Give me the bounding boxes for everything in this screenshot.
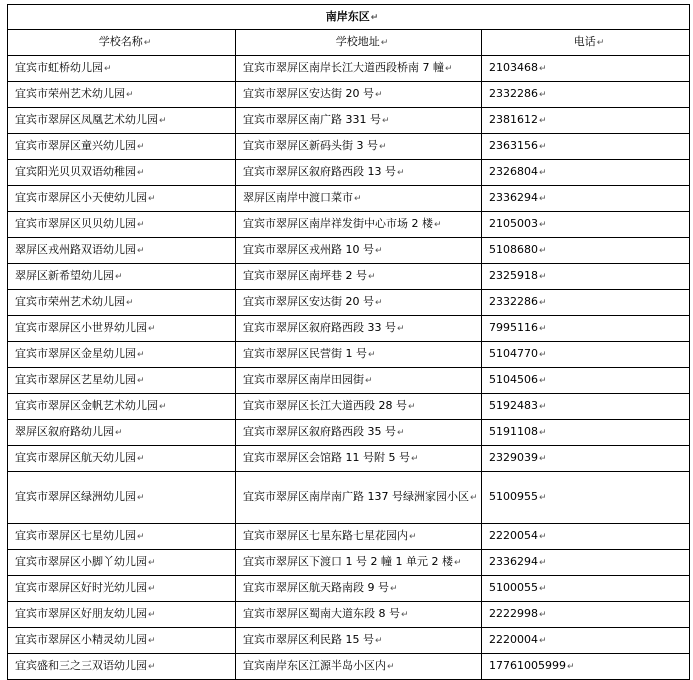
phone-cell [482, 472, 690, 524]
header-row [8, 30, 690, 56]
school-name: 翠屏区叙府路幼儿园 [15, 425, 114, 438]
paragraph-mark: ↵ [137, 493, 145, 503]
paragraph-mark: ↵ [148, 584, 156, 594]
paragraph-mark: ↵ [104, 64, 112, 74]
school-address: 宜宾市翠屏区新码头街 3 号 [243, 139, 378, 152]
paragraph-mark: ↵ [539, 428, 547, 438]
table-row [8, 550, 690, 576]
phone-cell [482, 420, 690, 446]
school-name: 宜宾市翠屏区小精灵幼儿园 [15, 633, 147, 646]
school-address: 宜宾市翠屏区戎州路 10 号 [243, 243, 374, 256]
paragraph-mark: ↵ [137, 220, 145, 230]
phone-number: 2336294 [489, 191, 538, 204]
paragraph-mark: ↵ [375, 90, 383, 100]
paragraph-mark: ↵ [148, 558, 156, 568]
paragraph-mark: ↵ [539, 584, 547, 594]
paragraph-mark: ↵ [539, 298, 547, 308]
school-address-cell [236, 342, 482, 368]
school-address-cell [236, 186, 482, 212]
paragraph-mark: ↵ [370, 12, 379, 23]
school-address-cell [236, 602, 482, 628]
school-name-cell [8, 420, 236, 446]
school-name-cell [8, 56, 236, 82]
table-row [8, 628, 690, 654]
phone-number: 2363156 [489, 139, 538, 152]
paragraph-mark: ↵ [539, 402, 547, 412]
phone-number: 2222998 [489, 607, 538, 620]
phone-cell [482, 550, 690, 576]
school-name-cell [8, 394, 236, 420]
school-name-cell [8, 108, 236, 134]
paragraph-mark: ↵ [148, 610, 156, 620]
school-address: 宜宾市翠屏区蜀南大道东段 8 号 [243, 607, 400, 620]
school-address: 宜宾市翠屏区南岸长江大道西段桥南 7 幢 [243, 61, 444, 74]
paragraph-mark: ↵ [470, 493, 478, 503]
school-name: 宜宾市翠屏区小脚丫幼儿园 [15, 555, 147, 568]
phone-cell [482, 342, 690, 368]
school-name-cell [8, 524, 236, 550]
paragraph-mark: ↵ [137, 350, 145, 360]
phone-number: 2329039 [489, 451, 538, 464]
phone-number: 2332286 [489, 295, 538, 308]
phone-number: 5100055 [489, 581, 538, 594]
paragraph-mark: ↵ [380, 38, 389, 48]
paragraph-mark: ↵ [159, 402, 167, 412]
school-name: 宜宾市翠屏区金帆艺术幼儿园 [15, 399, 158, 412]
school-address-cell [236, 576, 482, 602]
school-address-cell [236, 108, 482, 134]
paragraph-mark: ↵ [434, 220, 442, 230]
phone-number: 2220004 [489, 633, 538, 646]
paragraph-mark: ↵ [539, 324, 547, 334]
phone-cell [482, 654, 690, 680]
school-address-cell [236, 238, 482, 264]
school-address: 宜宾市翠屏区南坪巷 2 号 [243, 269, 367, 282]
table-row [8, 108, 690, 134]
phone-number: 5104770 [489, 347, 538, 360]
school-address-cell [236, 654, 482, 680]
phone-cell [482, 628, 690, 654]
school-address-cell [236, 550, 482, 576]
school-name: 宜宾市翠屏区绿洲幼儿园 [15, 490, 136, 503]
paragraph-mark: ↵ [354, 194, 362, 204]
paragraph-mark: ↵ [115, 272, 123, 282]
header-label: 电话 [573, 35, 596, 48]
school-name: 宜宾盛和三之三双语幼儿园 [15, 659, 147, 672]
table-row [8, 134, 690, 160]
school-name: 宜宾市翠屏区贝贝幼儿园 [15, 217, 136, 230]
paragraph-mark: ↵ [539, 272, 547, 282]
school-name-cell [8, 186, 236, 212]
phone-number: 5100955 [489, 490, 538, 503]
paragraph-mark: ↵ [539, 194, 547, 204]
table-row [8, 654, 690, 680]
phone-cell [482, 316, 690, 342]
phone-cell [482, 264, 690, 290]
paragraph-mark: ↵ [148, 662, 156, 672]
school-address: 宜宾市翠屏区会馆路 11 号附 5 号 [243, 451, 410, 464]
table-row [8, 368, 690, 394]
phone-cell [482, 212, 690, 238]
paragraph-mark: ↵ [566, 662, 575, 672]
paragraph-mark: ↵ [137, 532, 145, 542]
phone-cell [482, 160, 690, 186]
school-address-cell [236, 472, 482, 524]
header-school-address [236, 30, 482, 56]
paragraph-mark: ↵ [397, 324, 405, 334]
title-row [8, 5, 690, 30]
phone-number: 2103468 [489, 61, 538, 74]
phone-cell [482, 602, 690, 628]
paragraph-mark: ↵ [539, 454, 547, 464]
school-address: 宜宾市翠屏区下渡口 1 号 2 幢 1 单元 2 楼 [243, 555, 453, 568]
table-row [8, 238, 690, 264]
school-address-cell [236, 368, 482, 394]
paragraph-mark: ↵ [137, 168, 145, 178]
school-name: 宜宾市翠屏区童兴幼儿园 [15, 139, 136, 152]
school-name: 宜宾市翠屏区好时光幼儿园 [15, 581, 147, 594]
school-name: 宜宾市翠屏区七星幼儿园 [15, 529, 136, 542]
school-address: 宜宾市翠屏区安达街 20 号 [243, 87, 374, 100]
table-row [8, 186, 690, 212]
paragraph-mark: ↵ [375, 246, 383, 256]
paragraph-mark: ↵ [137, 142, 145, 152]
school-address-cell [236, 290, 482, 316]
paragraph-mark: ↵ [126, 298, 134, 308]
phone-number: 5108680 [489, 243, 538, 256]
school-name-cell [8, 550, 236, 576]
school-name-cell [8, 368, 236, 394]
school-address: 宜宾市翠屏区七星东路七星花园内 [243, 529, 408, 542]
phone-number: 2381612 [489, 113, 538, 126]
phone-cell [482, 576, 690, 602]
paragraph-mark: ↵ [539, 64, 547, 74]
school-address-cell [236, 56, 482, 82]
school-address: 宜宾市翠屏区民营街 1 号 [243, 347, 367, 360]
school-name: 宜宾市翠屏区好朋友幼儿园 [15, 607, 147, 620]
school-address: 宜宾市翠屏区叙府路西段 13 号 [243, 165, 396, 178]
paragraph-mark: ↵ [539, 116, 547, 126]
paragraph-mark: ↵ [539, 610, 547, 620]
table-row [8, 160, 690, 186]
school-name: 宜宾市翠屏区小天使幼儿园 [15, 191, 147, 204]
school-address-cell [236, 524, 482, 550]
school-name: 宜宾市翠屏区小世界幼儿园 [15, 321, 147, 334]
paragraph-mark: ↵ [390, 584, 398, 594]
paragraph-mark: ↵ [137, 376, 145, 386]
paragraph-mark: ↵ [539, 532, 547, 542]
paragraph-mark: ↵ [387, 662, 395, 672]
school-address: 宜宾市翠屏区叙府路西段 35 号 [243, 425, 396, 438]
table-row [8, 290, 690, 316]
school-name-cell [8, 160, 236, 186]
header-label: 学校名称 [98, 35, 143, 48]
phone-cell [482, 368, 690, 394]
paragraph-mark: ↵ [539, 376, 547, 386]
school-address: 宜宾市翠屏区叙府路西段 33 号 [243, 321, 396, 334]
table-row [8, 576, 690, 602]
school-name-cell [8, 316, 236, 342]
school-name: 翠屏区新希望幼儿园 [15, 269, 114, 282]
paragraph-mark: ↵ [115, 428, 123, 438]
paragraph-mark: ↵ [539, 558, 547, 568]
school-address-cell [236, 82, 482, 108]
school-address: 宜宾南岸东区江源半岛小区内 [243, 659, 386, 672]
paragraph-mark: ↵ [143, 38, 152, 48]
paragraph-mark: ↵ [539, 168, 547, 178]
phone-number: 2220054 [489, 529, 538, 542]
school-name-cell [8, 576, 236, 602]
table-row [8, 56, 690, 82]
school-name: 宜宾阳光贝贝双语幼稚园 [15, 165, 136, 178]
paragraph-mark: ↵ [148, 636, 156, 646]
header-label: 学校地址 [335, 35, 380, 48]
paragraph-mark: ↵ [408, 402, 416, 412]
table-row [8, 420, 690, 446]
phone-number: 2105003 [489, 217, 538, 230]
school-address-cell [236, 264, 482, 290]
paragraph-mark: ↵ [365, 376, 373, 386]
paragraph-mark: ↵ [137, 246, 145, 256]
paragraph-mark: ↵ [539, 246, 547, 256]
school-address-cell [236, 212, 482, 238]
paragraph-mark: ↵ [375, 636, 383, 646]
table-row [8, 472, 690, 524]
school-name-cell [8, 134, 236, 160]
school-address-cell [236, 316, 482, 342]
school-name-cell [8, 82, 236, 108]
paragraph-mark: ↵ [409, 532, 417, 542]
phone-number: 7995116 [489, 321, 538, 334]
school-address: 宜宾市翠屏区南广路 331 号 [243, 113, 381, 126]
phone-number: 2336294 [489, 555, 538, 568]
school-address-cell [236, 394, 482, 420]
paragraph-mark: ↵ [445, 64, 453, 74]
school-name: 宜宾市荣州艺术幼儿园 [15, 87, 125, 100]
paragraph-mark: ↵ [368, 272, 376, 282]
phone-number: 2325918 [489, 269, 538, 282]
paragraph-mark: ↵ [539, 636, 547, 646]
school-name-cell [8, 628, 236, 654]
phone-cell [482, 290, 690, 316]
table-title: 南岸东区 [325, 9, 370, 23]
phone-number: 17761005999 [489, 659, 566, 672]
table-row [8, 394, 690, 420]
paragraph-mark: ↵ [397, 428, 405, 438]
paragraph-mark: ↵ [159, 116, 167, 126]
school-name-cell [8, 472, 236, 524]
paragraph-mark: ↵ [539, 350, 547, 360]
phone-cell [482, 186, 690, 212]
phone-cell [482, 108, 690, 134]
school-name-cell [8, 602, 236, 628]
phone-cell [482, 446, 690, 472]
table-row [8, 82, 690, 108]
table-row [8, 524, 690, 550]
school-name-cell [8, 238, 236, 264]
phone-cell [482, 56, 690, 82]
table-body [8, 5, 690, 680]
school-name: 宜宾市翠屏区凤凰艺术幼儿园 [15, 113, 158, 126]
paragraph-mark: ↵ [596, 38, 605, 48]
header-school-name [8, 30, 236, 56]
paragraph-mark: ↵ [539, 90, 547, 100]
school-address-cell [236, 134, 482, 160]
school-address: 宜宾市翠屏区南岸祥发街中心市场 2 楼 [243, 217, 433, 230]
school-name: 宜宾市翠屏区艺星幼儿园 [15, 373, 136, 386]
paragraph-mark: ↵ [368, 350, 376, 360]
table-row [8, 212, 690, 238]
school-name-cell [8, 212, 236, 238]
school-address: 宜宾市翠屏区南岸南广路 137 号绿洲家园小区 [243, 490, 469, 503]
school-address: 宜宾市翠屏区南岸田园街 [243, 373, 364, 386]
phone-cell [482, 394, 690, 420]
phone-number: 5192483 [489, 399, 538, 412]
paragraph-mark: ↵ [137, 454, 145, 464]
school-address: 翠屏区南岸中渡口菜市 [243, 191, 353, 204]
phone-number: 2332286 [489, 87, 538, 100]
paragraph-mark: ↵ [126, 90, 134, 100]
school-name: 宜宾市荣州艺术幼儿园 [15, 295, 125, 308]
paragraph-mark: ↵ [379, 142, 387, 152]
paragraph-mark: ↵ [410, 454, 419, 464]
school-name-cell [8, 264, 236, 290]
paragraph-mark: ↵ [375, 298, 383, 308]
table-row [8, 264, 690, 290]
school-address-cell [236, 420, 482, 446]
school-name-cell [8, 446, 236, 472]
school-name-cell [8, 342, 236, 368]
table-title-cell [8, 5, 690, 30]
kindergarten-table [7, 4, 690, 680]
paragraph-mark: ↵ [148, 194, 156, 204]
paragraph-mark: ↵ [397, 168, 405, 178]
school-address-cell [236, 446, 482, 472]
table-row [8, 316, 690, 342]
school-name: 宜宾市翠屏区金星幼儿园 [15, 347, 136, 360]
school-name-cell [8, 654, 236, 680]
school-address: 宜宾市翠屏区航天路南段 9 号 [243, 581, 389, 594]
table-row [8, 342, 690, 368]
phone-cell [482, 524, 690, 550]
paragraph-mark: ↵ [539, 142, 547, 152]
paragraph-mark: ↵ [453, 558, 462, 568]
phone-cell [482, 82, 690, 108]
paragraph-mark: ↵ [148, 324, 156, 334]
paragraph-mark: ↵ [539, 493, 547, 503]
paragraph-mark: ↵ [539, 220, 547, 230]
school-address-cell [236, 160, 482, 186]
phone-number: 2326804 [489, 165, 538, 178]
paragraph-mark: ↵ [382, 116, 390, 126]
school-name: 宜宾市虹桥幼儿园 [15, 61, 103, 74]
table-row [8, 602, 690, 628]
table-row [8, 446, 690, 472]
school-address: 宜宾市翠屏区安达街 20 号 [243, 295, 374, 308]
phone-number: 5191108 [489, 425, 538, 438]
paragraph-mark: ↵ [401, 610, 409, 620]
phone-cell [482, 134, 690, 160]
school-name: 翠屏区戎州路双语幼儿园 [15, 243, 136, 256]
header-phone [482, 30, 690, 56]
phone-number: 5104506 [489, 373, 538, 386]
school-address: 宜宾市翠屏区利民路 15 号 [243, 633, 374, 646]
school-address: 宜宾市翠屏区长江大道西段 28 号 [243, 399, 407, 412]
school-name: 宜宾市翠屏区航天幼儿园 [15, 451, 136, 464]
school-name-cell [8, 290, 236, 316]
school-address-cell [236, 628, 482, 654]
phone-cell [482, 238, 690, 264]
